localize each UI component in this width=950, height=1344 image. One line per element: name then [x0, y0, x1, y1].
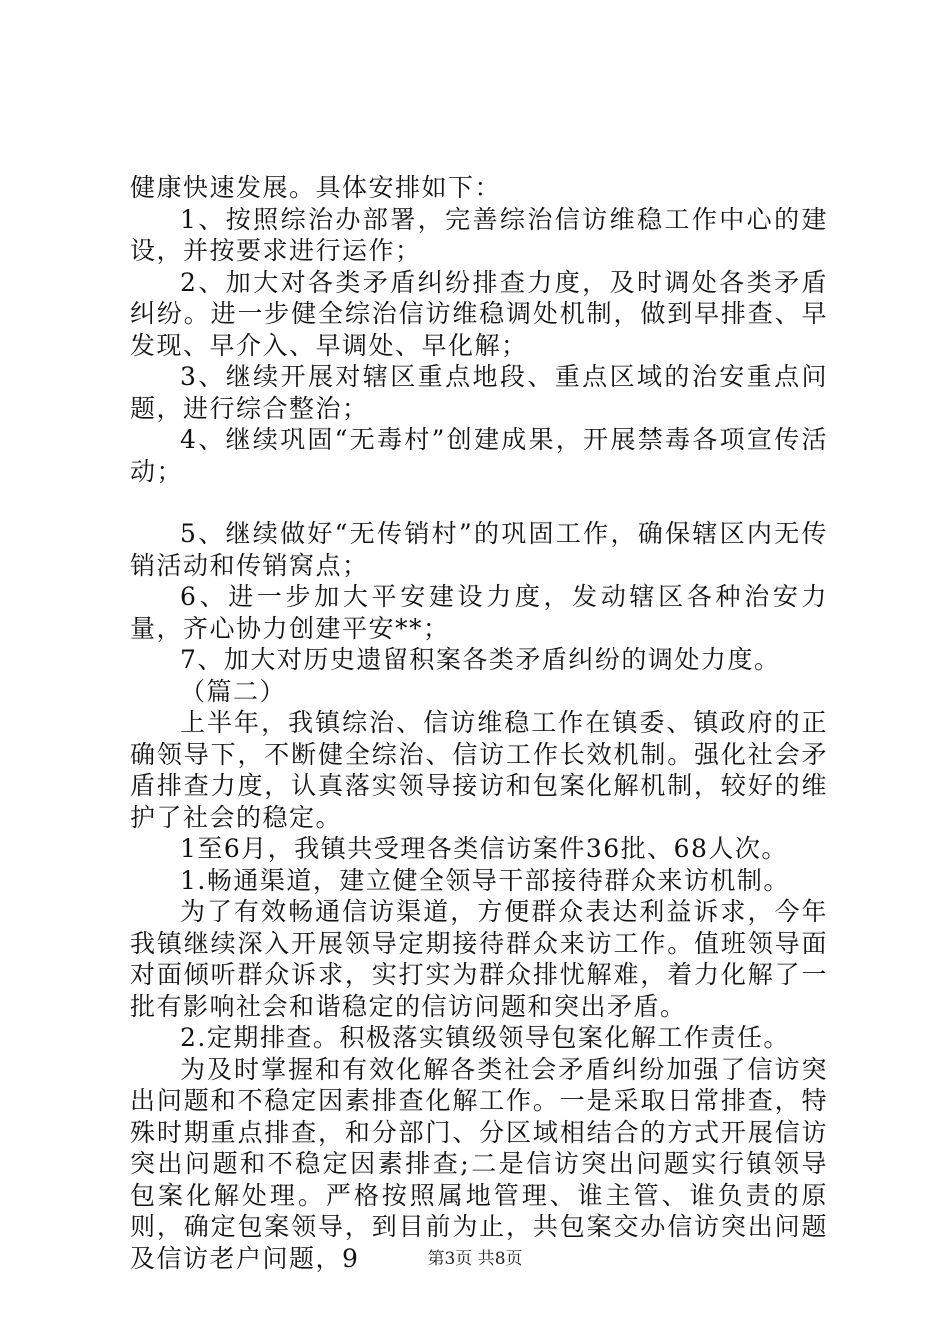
paragraph-4: 3、继续开展对辖区重点地段、重点区域的治安重点问题，进行综合整治； — [130, 362, 828, 423]
paragraph-1: 健康快速发展。具体安排如下： — [130, 173, 502, 202]
subheading-2: 2.定期排查。积极落实镇级领导包案化解工作责任。 — [180, 1023, 790, 1052]
paragraph-11: 1至6月，我镇共受理各类信访案件36批、68人次。 — [180, 834, 788, 863]
paragraph-13: 为了有效畅通信访渠道，方便群众表达利益诉求，今年我镇继续深入开展领导定期接待群众来访工作。值班领导面对面倾听群众诉求，实打实为群众排忧解难，着力化解了一批有影响社会和谐稳定的信访问题和突出矛盾。 — [130, 897, 828, 1021]
paragraph-3: 2、加大对各类矛盾纠纷排查力度，及时调处各类矛盾纠纷。进一步健全综治信访维稳调处机制，做到早排查、早发现、早介入、早调处、早化解； — [130, 267, 828, 360]
paragraph-15: 为及时掌握和有效化解各类社会矛盾纠纷加强了信访突出问题和不稳定因素排查化解工作。一是采取日常排查，特殊时期重点排查，和分部门、分区域相结合的方式开展信访突出问题和不稳定因素排查;二是信访突出问题实行镇领导包案化解处理。严格按照属地管理、谁主管、谁负责的原则，确定包案领导，到目前为止，共包案交办信访突出问题及信访老户问题，9 — [130, 1054, 828, 1273]
paragraph-8: 7、加大对历史遗留积案各类矛盾纠纷的调处力度。 — [180, 645, 781, 674]
section-heading: （篇二） — [180, 676, 287, 706]
page-number-footer: 第3页 共8页 — [427, 1249, 523, 1269]
paragraph-6: 5、继续做好“无传销村”的巩固工作，确保辖区内无传销活动和传销窝点； — [130, 519, 828, 580]
paragraph-5: 4、继续巩固“无毒村”创建成果，开展禁毒各项宣传活动； — [130, 425, 828, 486]
document-body — [130, 172, 828, 1274]
paragraph-7: 6、进一步加大平安建设力度，发动辖区各种治安力量，齐心协力创建平安**； — [130, 582, 828, 643]
paragraph-2: 1、按照综治办部署，完善综治信访维稳工作中心的建设，并按要求进行运作； — [130, 204, 828, 265]
subheading-1: 1.畅通渠道，建立健全领导干部接待群众来访机制。 — [180, 865, 790, 895]
paragraph-10: 上半年，我镇综治、信访维稳工作在镇委、镇政府的正确领导下，不断健全综治、信访工作长效机制。强化社会矛盾排查力度，认真落实领导接访和包案化解机制，较好的维护了社会的稳定。 — [130, 708, 828, 832]
